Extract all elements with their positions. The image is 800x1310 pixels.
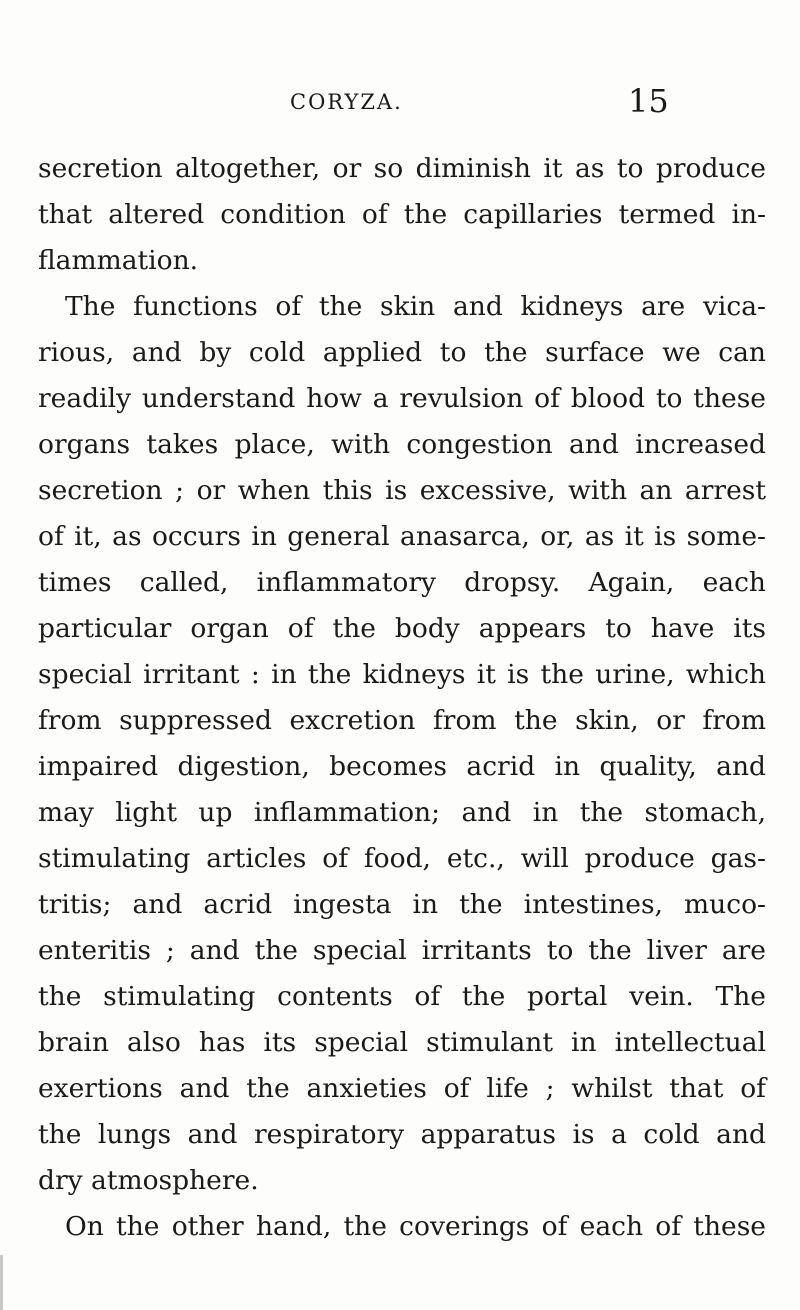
text-line: that altered condition of the capillaries termed in- — [38, 199, 766, 230]
text-line: On the other hand, the coverings of each of these — [65, 1211, 766, 1242]
text-line: the lungs and respiratory apparatus is a cold and — [38, 1119, 766, 1150]
text-line: special irritant : in the kidneys it is the urine, which — [38, 659, 766, 690]
text-line: enteritis ; and the special irritants to the liver are — [38, 935, 766, 966]
text-line: rious, and by cold applied to the surface we can — [38, 337, 766, 368]
text-line: secretion altogether, or so diminish it as to produce — [38, 153, 766, 184]
text-line: particular organ of the body appears to have its — [38, 613, 766, 644]
text-line: the stimulating contents of the portal vein. The — [38, 981, 766, 1012]
text-line: impaired digestion, becomes acrid in quality, and — [38, 751, 766, 782]
text-line: organs takes place, with congestion and increased — [38, 429, 766, 460]
text-line: dry atmosphere. — [38, 1165, 259, 1196]
text-line: readily understand how a revulsion of blood to these — [38, 383, 766, 414]
text-line: times called, inflammatory dropsy. Again, each — [38, 567, 766, 598]
text-line: The functions of the skin and kidneys are vica- — [65, 291, 766, 322]
text-line: stimulating articles of food, etc., will produce gas- — [38, 843, 766, 874]
page-edge-shadow — [0, 1255, 3, 1310]
text-line: of it, as occurs in general anasarca, or, as it is some- — [38, 521, 766, 552]
page-number: 15 — [628, 82, 669, 120]
body-text — [38, 146, 766, 1250]
text-line: from suppressed excretion from the skin, or from — [38, 705, 766, 736]
text-line: may light up inflammation; and in the stomach, — [38, 797, 766, 828]
text-line: secretion ; or when this is excessive, with an arrest — [38, 475, 766, 506]
page-header — [0, 82, 800, 122]
text-line: exertions and the anxieties of life ; whilst that of — [38, 1073, 766, 1104]
running-head: CORYZA. — [290, 90, 403, 114]
text-line: tritis; and acrid ingesta in the intestines, muco- — [38, 889, 766, 920]
text-line: flammation. — [38, 245, 199, 276]
text-line: brain also has its special stimulant in intellectual — [38, 1027, 766, 1058]
